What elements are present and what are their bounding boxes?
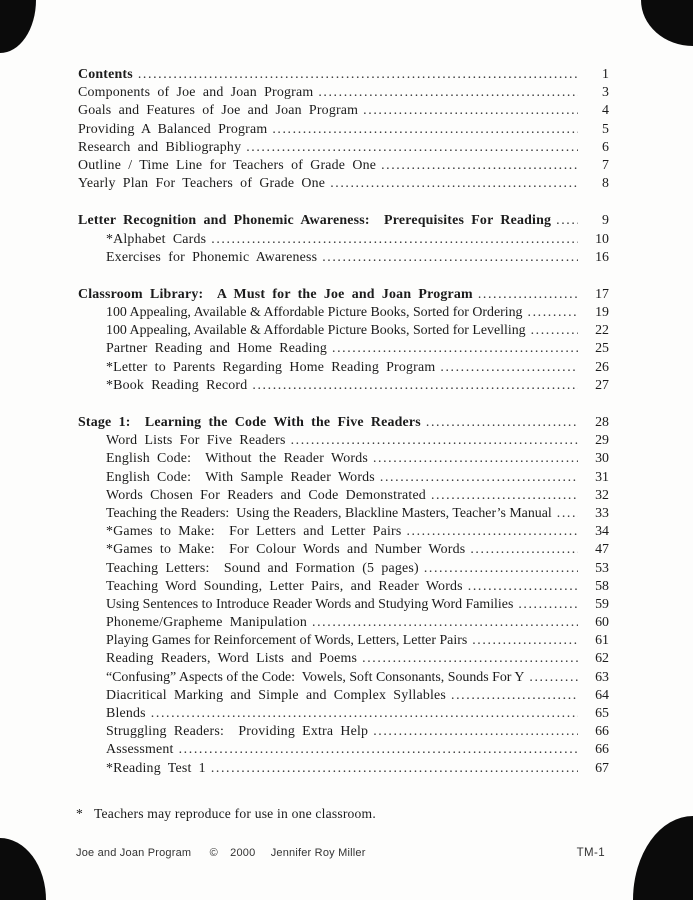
toc-entry (78, 84, 609, 102)
toc-entry-label: Reading Readers, Word Lists and Poems (106, 651, 358, 667)
toc-entry-label: Using Sentences to Introduce Reader Words and Studying Word Families (106, 596, 514, 612)
scan-corner-bottom-right (633, 816, 693, 900)
toc-entry-page: 22 (595, 323, 609, 339)
toc-section (78, 212, 609, 267)
toc-entry-label: Classroom Library: A Must for the Joe and Joan Program (78, 286, 473, 302)
toc-entry-label: 100 Appealing, Available & Affordable Picture Books, Sorted for Ordering (106, 305, 523, 321)
toc-entry-label: Teaching Word Sounding, Letter Pairs, and Reader Words (106, 578, 463, 594)
toc-entry-page: 5 (602, 121, 609, 137)
toc-entry-label: Struggling Readers: Providing Extra Help (106, 724, 369, 740)
toc-entry-label: Yearly Plan For Teachers of Grade One (78, 176, 326, 192)
toc-entry-label: Diacritical Marking and Simple and Complex Syllables (106, 687, 447, 703)
toc-entry-label: *Games to Make: For Letters and Letter Pairs (106, 524, 402, 540)
toc-entry-label: English Code: Without the Reader Words (106, 451, 368, 467)
toc-entry-page: 59 (595, 596, 609, 612)
toc-entry-label: *Reading Test 1 (106, 760, 206, 776)
toc-entry-page: 30 (595, 451, 609, 467)
toc-entry (78, 414, 609, 432)
toc-entry-page: 34 (595, 524, 609, 540)
toc-entry-page: 7 (602, 157, 609, 173)
toc-entry-page: 8 (602, 176, 609, 192)
toc-entry (78, 231, 609, 249)
toc-entry (78, 541, 609, 559)
toc-entry (78, 249, 609, 267)
toc-entry-page: 29 (595, 433, 609, 449)
toc-entry-page: 3 (602, 85, 609, 101)
toc-entry (78, 523, 609, 541)
toc-entry-label: Playing Games for Reinforcement of Words, Letters, Letter Pairs (106, 633, 468, 649)
toc-entry-page: 28 (595, 415, 609, 430)
dot-leader (478, 286, 578, 304)
toc-entry-label: Exercises for Phonemic Awareness (106, 249, 318, 265)
toc-entry-page: 19 (595, 305, 609, 321)
toc-entry (78, 741, 609, 759)
toc-entry-label: Providing A Balanced Program (78, 121, 268, 137)
toc-entry-label: Teaching the Readers: Using the Readers, Blackline Masters, Teacher’s Manual (106, 505, 552, 521)
footnote (76, 806, 376, 822)
dot-leader (363, 102, 578, 120)
dot-leader (470, 541, 578, 559)
toc-entry-page: 16 (595, 249, 609, 265)
toc-entry-page: 1 (602, 67, 609, 82)
toc-entry (78, 157, 609, 175)
dot-leader (406, 523, 578, 541)
scan-corner-bottom-left (0, 838, 46, 900)
toc-entry-label: “Confusing” Aspects of the Code: Vowels, Soft Consonants, Sounds For Y (106, 669, 525, 685)
toc-entry (78, 66, 609, 84)
toc-entry-label: Teaching Letters: Sound and Formation (5 pages) (106, 560, 419, 576)
toc-entry-page: 66 (595, 742, 609, 758)
toc-entry (78, 614, 609, 632)
dot-leader (451, 687, 578, 705)
toc-entry-page: 26 (595, 359, 609, 375)
toc-entry (78, 705, 609, 723)
footnote-asterisk: * (76, 806, 83, 821)
toc-entry (78, 377, 609, 395)
toc-entry (78, 505, 609, 523)
toc-section (78, 286, 609, 395)
dot-leader (472, 632, 578, 650)
dot-leader (424, 560, 578, 578)
dot-leader (381, 157, 578, 175)
toc-entry (78, 304, 609, 322)
dot-leader (312, 614, 578, 632)
dot-leader (322, 249, 578, 267)
toc-entry-page: 61 (595, 633, 609, 649)
footer-program-name: Joe and Joan Program (76, 847, 192, 859)
dot-leader (426, 414, 578, 432)
toc-entry-label: Outline / Time Line for Teachers of Grade One (78, 157, 377, 173)
toc-entry (78, 432, 609, 450)
dot-leader (529, 669, 578, 687)
toc-entry (78, 760, 609, 778)
copyright-icon: © (209, 847, 218, 859)
toc-entry (78, 102, 609, 120)
dot-leader (151, 705, 578, 723)
toc-entry-label: *Alphabet Cards (106, 231, 207, 247)
dot-leader (557, 505, 578, 523)
toc-entry (78, 596, 609, 614)
toc-entry (78, 450, 609, 468)
toc-entry (78, 212, 609, 230)
dot-leader (468, 578, 578, 596)
toc-entry (78, 139, 609, 157)
toc-entry-page: 64 (595, 687, 609, 703)
dot-leader (440, 359, 578, 377)
dot-leader (528, 304, 578, 322)
toc-entry (78, 487, 609, 505)
toc-entry-page: 58 (595, 578, 609, 594)
toc-entry-page: 65 (595, 706, 609, 721)
dot-leader (318, 84, 578, 102)
toc-entry (78, 723, 609, 741)
toc-entry-page: 47 (595, 542, 609, 558)
toc-list (78, 66, 609, 778)
toc-entry (78, 632, 609, 650)
toc-entry-page: 10 (595, 231, 609, 247)
footnote-text: Teachers may reproduce for use in one classroom. (94, 806, 376, 821)
scan-corner-top-right (641, 0, 693, 46)
toc-entry-label: Contents (78, 67, 133, 82)
toc-entry-label: 100 Appealing, Available & Affordable Picture Books, Sorted for Levelling (106, 323, 526, 339)
dot-leader (272, 121, 578, 139)
toc-entry-label: Research and Bibliography (78, 139, 242, 155)
dot-leader (531, 322, 578, 340)
toc-entry-label: *Book Reading Record (106, 377, 248, 393)
toc-entry-label: English Code: With Sample Reader Words (106, 469, 375, 485)
scan-corner-top-left (0, 0, 36, 53)
toc-entry-page: 60 (595, 615, 609, 631)
toc-entry (78, 578, 609, 596)
dot-leader (330, 175, 578, 193)
toc-entry-label: Partner Reading and Home Reading (106, 341, 327, 357)
dot-leader (211, 231, 578, 249)
dot-leader (138, 66, 578, 84)
toc-entry-page: 31 (595, 469, 609, 485)
toc-entry-page: 17 (595, 286, 609, 302)
toc-entry-page: 6 (602, 139, 609, 155)
toc-entry-page: 32 (595, 487, 609, 503)
toc-section (78, 66, 609, 193)
toc-entry-label: Phoneme/Grapheme Manipulation (106, 615, 308, 631)
toc-entry-label: Letter Recognition and Phonemic Awareness: Prerequisites For Reading (78, 213, 552, 229)
dot-leader (332, 340, 578, 358)
page-footer (76, 847, 605, 859)
toc-entry (78, 669, 609, 687)
toc-section (78, 414, 609, 778)
toc-entry-label: Blends (106, 706, 146, 721)
toc-entry (78, 687, 609, 705)
toc-entry-label: Components of Joe and Joan Program (78, 85, 314, 101)
dot-leader (373, 450, 578, 468)
dot-leader (380, 469, 578, 487)
dot-leader (556, 212, 578, 230)
toc-entry (78, 359, 609, 377)
toc-entry-page: 25 (595, 341, 609, 357)
toc-entry-page: 62 (595, 651, 609, 667)
dot-leader (431, 487, 578, 505)
toc-entry-page: 27 (595, 377, 609, 393)
dot-leader (179, 741, 578, 759)
toc-entry-label: Stage 1: Learning the Code With the Five Readers (78, 415, 421, 430)
toc-entry (78, 340, 609, 358)
toc-entry-page: 9 (602, 213, 609, 229)
toc-entry-label: Word Lists For Five Readers (106, 433, 286, 449)
toc-entry-label: Words Chosen For Readers and Code Demonstrated (106, 487, 426, 503)
toc-entry-label: Assessment (106, 742, 174, 758)
footer-page-code: TM-1 (576, 847, 605, 859)
dot-leader (246, 139, 578, 157)
footer-author: Jennifer Roy Miller (270, 847, 366, 859)
toc-entry-page: 33 (595, 505, 609, 521)
toc-entry-page: 66 (595, 724, 609, 740)
toc-entry (78, 322, 609, 340)
dot-leader (362, 650, 578, 668)
toc-entry-label: *Letter to Parents Regarding Home Reading Program (106, 359, 436, 375)
dot-leader (211, 760, 578, 778)
toc-entry (78, 175, 609, 193)
toc-entry (78, 560, 609, 578)
toc-entry (78, 286, 609, 304)
toc-entry (78, 469, 609, 487)
dot-leader (252, 377, 578, 395)
toc-entry-page: 63 (595, 669, 609, 685)
toc-entry-page: 53 (595, 560, 609, 576)
toc-entry-page: 67 (595, 760, 609, 776)
toc-entry-label: *Games to Make: For Colour Words and Number Words (106, 542, 466, 558)
dot-leader (291, 432, 578, 450)
toc-entry (78, 121, 609, 139)
toc-entry (78, 650, 609, 668)
dot-leader (518, 596, 578, 614)
toc-entry-page: 4 (602, 103, 609, 119)
dot-leader (373, 723, 578, 741)
toc-entry-label: Goals and Features of Joe and Joan Program (78, 103, 359, 119)
footer-credit (76, 847, 366, 859)
footer-year: 2000 (230, 847, 256, 859)
